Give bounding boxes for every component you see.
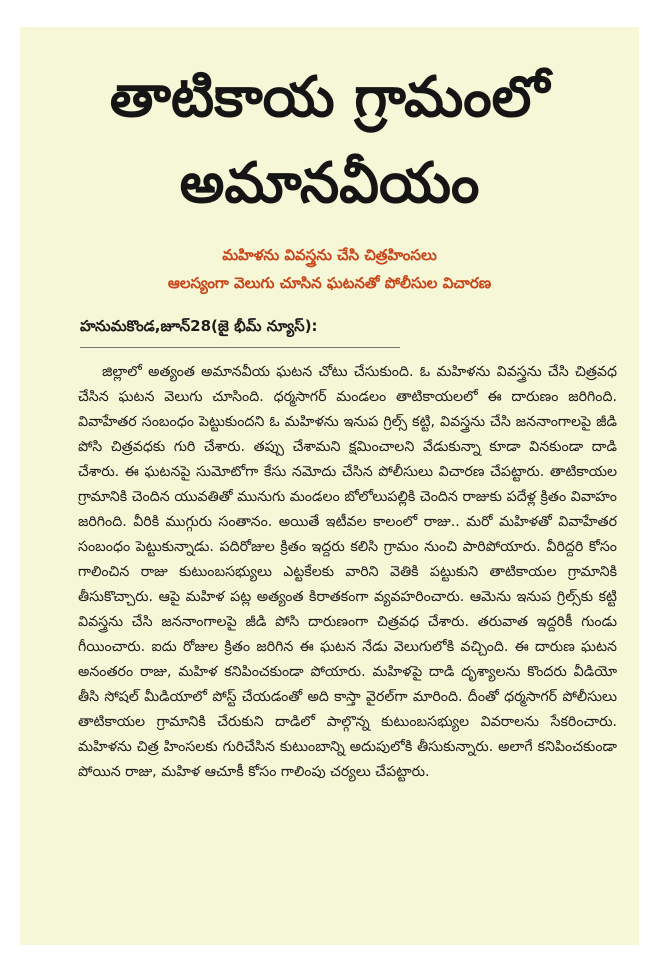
dateline-underline — [80, 347, 400, 348]
newspaper-clipping — [20, 27, 639, 945]
subhead-line-2: ఆలస్యంగా వెలుగు చూసిన ఘటనతో పోలీసుల విచారణ — [167, 274, 492, 292]
headline-line-1: తాటికాయ గ్రామంలో — [109, 65, 550, 130]
headline — [20, 27, 639, 227]
subhead-line-1: మహిళను వివస్త్రను చేసి చిత్రహింసలు — [222, 246, 437, 264]
subheadings — [20, 241, 639, 297]
headline-line-2: అమానవీయం — [179, 151, 480, 216]
dateline: హనుమకొండ,జూన్28(జై భీమ్ న్యూస్): — [80, 317, 318, 335]
article-body: జిల్లాలో అత్యంత అమానవీయ ఘటన చోటు చేసుకుంది. ఓ మహిళను వివస్త్రను చేసి చిత్రవధ చేసిన ఘటన వెలుగు చూసింది. ధర్మసాగర్ మండలం తాటికాయలలో ఈ దారుణం జరిగింది. వివాహేతర సంబంధం పెట్టుకుందని ఓ మహిళను ఇనుప గ్రిల్స్ కట్టి, వివస్త్రను చేసి జననాంగాలపై జీడి పోసి చిత్రవధకు గురి చేశారు. తప్పు చేశామని క్షమించాలని వేడుకున్నా కూడా వినకుండా దాడి చేశారు. ఈ ఘటనపై సుమోటోగా కేసు నమోదు చేసిన పోలీసులు విచారణ చేపట్టారు. తాటికాయల గ్రామానికి చెందిన యువతితో మునుగు మండలం బోలోలుపల్లికి చెందిన రాజుకు పదేళ్ల క్రితం వివాహం జరిగింది. వీరికి ముగ్గురు సంతానం. అయితే ఇటీవల కాలంలో రాజు.. మరో మహిళతో వివాహేతర సంబంధం పెట్టుకున్నాడు. పదిరోజుల క్రితం ఇద్దరు కలిసి గ్రామం నుంచి పారిపోయారు. వీరిద్దరి కోసం గాలించిన రాజు కుటుంబసభ్యులు ఎట్టకేలకు వారిని వెతికి పట్టుకుని తాటికాయల గ్రామానికి తీసుకొచ్చారు. ఆపై మహిళ పట్ల అత్యంత కిరాతకంగా వ్యవహరించారు. ఆమెను ఇనుప గ్రిల్స్‌కు కట్టి వివస్త్రను చేసి జననాంగాలపై జీడి పోసి దారుణంగా చిత్రవధ చేశారు. తరువాత ఇద్దరికీ గుండు గీయించారు. ఐదు రోజుల క్రితం జరిగిన ఈ ఘటన నేడు వెలుగులోకి వచ్చింది. ఈ దారుణ ఘటన అనంతరం రాజు, మహిళ కనిపించకుండా పోయారు. మహిళపై దాడి దృశ్యాలను కొందరు వీడియో తీసి సోషల్ మీడియాలో పోస్ట్ చేయడంతో అది కాస్తా వైరల్‌గా మారింది. దీంతో ధర్మసాగర్ పోలీసులు తాటికాయల గ్రామానికి చేరుకుని దాడిలో పాల్గొన్న కుటుంబసభ్యుల వివరాలను సేకరించారు. మహిళను చిత్ర హింసలకు గురిచేసిన కుటుంబాన్ని అదుపులోకి తీసుకున్నారు. అలాగే కనిపించకుండా పోయిన రాజు, మహిళ ఆచూకీ కోసం గాలింపు చర్యలు చేపట్టారు. — [78, 364, 617, 780]
